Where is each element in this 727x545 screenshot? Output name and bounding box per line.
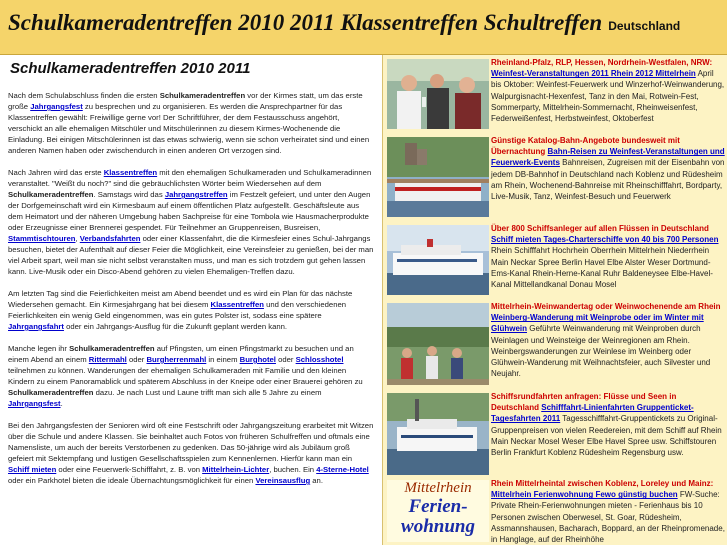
ad-schiff-mieten <box>383 221 727 299</box>
photo-train-castle-image <box>387 137 489 217</box>
ad-description: FW-Suche: Private Rhein-Ferienwohnungen mieten - Ferienhaus bis 10 Personen zwischen Oberwesel, St. Goar, Rüdesheim, Assmannshausen, Bacharach, Boppard, an der Rheinpromenade, in Hanglage, auf der Rheinhöhe <box>491 490 725 545</box>
logo-line-2: Ferien- <box>408 496 468 517</box>
ad-description: Bahnreisen, Zugreisen mit der Eisenbahn von jedem DB-Bahnhof in Deutschland nach Koblenz und Rüdesheim am Rhein, Wochenend-Bahnreise mit Rheinschifffahrt, Bordparty, Live-Musik, Tanz, Weinfest-Besuch und Feuerwerk <box>491 158 725 202</box>
ad-description: Rhein Schifffahrt Hochrhein Oberrhein Mittelrhein Niederrhein Main Neckar Spree Berlin Havel Elbe Alster Weser Dortmund-Ems-Kanal Rhein-Herne-Kanal Ruhr Baldeneysee Elbe-Havel-Kanal Mittellandkanal Donau Mosel <box>491 246 713 290</box>
link-ferienwohnung[interactable]: Mittelrhein Ferienwohnung Fewo günstig buchen <box>491 490 678 500</box>
text-span: vor der Kirmes statt, um das erste große <box>8 91 363 111</box>
text-span: Nach dem Schulabschluss finden die ersten <box>8 91 160 100</box>
link-klassentreffen[interactable]: Klassentreffen <box>103 168 158 177</box>
link-burgherrenmahl[interactable]: Burgherrenmahl <box>146 355 207 364</box>
text-span: . <box>60 399 63 408</box>
ad-weinwanderung <box>383 299 727 389</box>
ad-bahn-text <box>491 135 726 202</box>
logo-line-1: Mittelrhein <box>404 480 472 496</box>
ad-schiff-text <box>491 223 726 290</box>
article-heading: Schulkameradentreffen 2010 2011 <box>10 60 251 77</box>
photo-people-wine-image <box>387 59 489 129</box>
article-paragraph-1 <box>8 90 374 156</box>
text-span: , buchen. Ein <box>269 465 317 474</box>
text-span: teilnehmen zu können. Wanderungen der ehemaligen Schulkameraden mit Familie und den kleinen Kindern zu einem Panoramablick und späterem Abschluss in der Kneipe oder einer Brauerei gehören zu <box>8 366 363 386</box>
bold-term: Schulkameradentreffen <box>8 388 94 397</box>
ad-ferienwohnung-text <box>491 478 726 545</box>
text-span: im Festzelt gefeiert, und unter den Augen der Dorfgemeinschaft wird ein Kirmesbaum auf einem öffentlichen Platz aufgestellt. Geschäftsleute aus dem Heimatort und der näheren Umgebung haben Sachpreise für eine Tombola wie Hausmacherprodukte oder Erzeugnisse einer Brennerei gespendet. Für Teilnehmer an Gruppenreisen, Busreisen, <box>8 190 371 232</box>
link-verbandsfahrten[interactable]: Verbandsfahrten <box>79 234 141 243</box>
link-schiff-mieten-charter[interactable]: Schiff mieten Tages-Charterschiffe von 40 bis 700 Personen <box>491 235 719 245</box>
article-paragraph-4 <box>8 343 374 409</box>
text-span: in einem <box>206 355 240 364</box>
bold-term: Schulkameradentreffen <box>69 344 155 353</box>
site-title-text: Schulkameradentreffen 2010 2011 Klassentreffen Schultreffen <box>8 10 603 35</box>
link-mittelrhein-lichter[interactable]: Mittelrhein-Lichter <box>202 465 270 474</box>
site-title <box>8 10 680 36</box>
text-span: . Samstags wird das <box>93 190 165 199</box>
ferienwohnung-logo[interactable] <box>387 480 489 542</box>
main-article <box>0 55 382 545</box>
link-jahrgangstreffen[interactable]: Jahrgangstreffen <box>164 190 228 199</box>
text-span: oder ein Parkhotel bieten die ideale Übernachtungsmöglichkeit für einen <box>8 476 256 485</box>
ad-highlight: Rhein Mittelrheintal zwischen Koblenz, Loreley und Mainz: <box>491 479 714 488</box>
text-span: an. <box>310 476 323 485</box>
link-bahn-reisen[interactable]: Bahn-Reisen zu Weinfest-Veranstaltungen und Feuerwerk-Events <box>491 147 725 168</box>
text-span: Am letzten Tag sind die Feierlichkeiten meist am Abend beendet und es wird ein Plan für das nächste Wiedersehen gemacht. Ein Kirmesjahrgang hat bei diesem <box>8 289 353 309</box>
link-vereinsausflug[interactable]: Vereinsausflug <box>255 476 311 485</box>
text-span: mit den ehemaligen Schulkameraden und Schulkameradinnen veranstaltet. "Weißt du noch?" sind die gebräuchlichsten Wörter beim Wiedersehen auf dem <box>8 168 372 188</box>
bold-term: Schulkameradentreffen <box>159 91 246 100</box>
text-span: oder eine Feuerwerk-Schifffahrt, z. B. von <box>56 465 203 474</box>
article-paragraph-3 <box>8 288 374 332</box>
ad-weinfest <box>383 55 727 133</box>
text-span: auf Pfingsten, um einen Pfingstmarkt zu besuchen und an einem Abend an einem <box>8 344 354 364</box>
link-stammtischtouren[interactable]: Stammtischtouren <box>8 234 76 243</box>
link-4-sterne-hotel[interactable]: 4-Sterne-Hotel <box>316 465 369 474</box>
ad-weinwanderung-text <box>491 301 726 379</box>
text-span: zu besprechen und zu organisieren. Es werden die Ansprechpartner für das Klassentreffen gewählt: Freiwillige gerne vor! Der Schriftführer, der dem Festausschuss angehört, verschickt an alle ehemaligen Mitschüler und Mitschülerinnen zu diesem Kirmes-Wochenende die Einladung. Bei einigen Mitschülerinnen ist das etwas schwierig, wenn sie schon verheiratet sind und einen anderen Namen haben oder zwischendurch in einen anderen Ort verzogen sind. <box>8 102 370 155</box>
link-burghotel[interactable]: Burghotel <box>239 355 276 364</box>
text-span: oder <box>126 355 147 364</box>
link-schlosshotel[interactable]: Schlosshotel <box>295 355 344 364</box>
ad-highlight: Schiffsrundfahrten anfragen: Flüsse und Seen in Deutschland <box>491 392 677 413</box>
ad-description: Geführte Weinwanderung mit Weinproben durch Weinlagen und Weinsteige der Weinregionen am Rhein. Weinbergswanderungen zur Weinlese im Weinberg oder Glühwein-Wanderung mit Weihnachtsfeier, auch Silvester und Neujahr. <box>491 324 711 379</box>
photo-people-wine[interactable] <box>387 59 489 129</box>
photo-river-cruise[interactable] <box>387 393 489 475</box>
text-span: und den verschiedenen Feierlichkeiten ein wenig Geld eingenommen, was ein gutes Polster ist, sodass eine spätere <box>8 300 347 320</box>
ad-highlight: Rheinland-Pfalz, RLP, Hessen, Nordrhein-Westfalen, NRW: <box>491 58 713 67</box>
photo-river-cruise-image <box>387 393 489 475</box>
link-klassentreffen-2[interactable]: Klassentreffen <box>210 300 264 309</box>
ad-schiffsrundfahrten <box>383 389 727 479</box>
link-weinfest-veranstaltungen[interactable]: Weinfest-Veranstaltungen 2011 Rhein 2012 Mittelrhein <box>491 69 696 79</box>
link-weinberg-wanderung[interactable]: Weinberg-Wanderung mit Weinprobe oder im Winter mit Glühwein <box>491 313 704 334</box>
photo-vineyard-hikers-image <box>387 303 489 385</box>
text-span: oder einer Klassenfahrt, die die Kirmesfeier eines Schul-Jahrgangs besuchen, bietet der Aufenthalt auf dieser Feier die Möglichkeit, eine Vereinsfeier zu genießen, bei der man viel Arbeit spart, weil man sie nicht selbst veranstalten muss, und man es sich trotzdem gut gehen lassen kann. Live-Musik oder ein Disco-Abend gehören zu vielen Ehemaligen-Treffen dazu. <box>8 234 374 276</box>
text-span: oder <box>275 355 296 364</box>
ad-rundfahrten-text <box>491 391 726 458</box>
link-jahrgangsfahrt[interactable]: Jahrgangsfahrt <box>8 322 64 331</box>
photo-train-castle[interactable] <box>387 137 489 217</box>
ad-ferienwohnung <box>383 476 727 545</box>
link-jahrgangsfest-2[interactable]: Jahrgangsfest <box>8 399 61 408</box>
text-span: Bei den Jahrgangsfesten der Senioren wird oft eine Festschrift oder Jahrgangszeitung erarbeitet mit Witzen über die Schule und andere Klassen. Sie beinhaltet auch Fotos von früheren Schulfreffen und oftmals eine Namensliste, um auch der bereits Verstorbenen zu gedenken. Das 50-jährige wird als Jubiläum groß gefeiert mit Sektempfang und lustigen Gesellschaftsspielen zum Kennenlernen. Hierfür kann man ein <box>8 421 374 463</box>
link-linienfahrten[interactable]: Schifffahrt-Linienfahrten Gruppenticket-Tagesfahrten 2011 <box>491 403 694 424</box>
text-span: , <box>75 234 80 243</box>
logo-line-3: wohnung <box>401 516 475 537</box>
article-paragraph-2 <box>8 167 374 277</box>
article-paragraph-5 <box>8 420 374 486</box>
link-rittermahl[interactable]: Rittermahl <box>88 355 127 364</box>
photo-charter-ship-image <box>387 225 489 295</box>
text-span: Manche legen ihr <box>8 344 70 353</box>
ad-description: Tagesschifffahrt-Gruppentickets zu Original-Gruppenpreisen von vielen Reedereien, mit dem Schiff auf Rhein Main Neckar Mosel Weser Elbe Havel Spree usw. Schiffstouren Berlin Frankfurt Koblenz Rüdesheim Regensburg usw. <box>491 414 722 458</box>
ad-highlight: Günstige Katalog-Bahn-Angebote bundesweit mit Übernachtung <box>491 136 680 157</box>
site-header <box>0 0 727 55</box>
text-span: Nach Jahren wird das erste <box>8 168 104 177</box>
sidebar-ads <box>382 55 727 545</box>
site-subtitle: Deutschland <box>608 19 681 33</box>
link-jahrgangsfest[interactable]: Jahrgangsfest <box>30 102 83 111</box>
text-span: dazu. Je nach Lust und Laune trifft man sich alle 5 Jahre zu einem <box>93 388 322 397</box>
photo-charter-ship[interactable] <box>387 225 489 295</box>
ad-highlight: Über 800 Schiffsanleger auf allen Flüssen in Deutschland <box>491 224 709 233</box>
ad-bahn <box>383 133 727 221</box>
link-schiff-mieten[interactable]: Schiff mieten <box>8 465 57 474</box>
bold-term: Schulkameradentreffen <box>8 190 94 199</box>
ad-highlight: Mittelrhein-Weinwandertag oder Weinwochenende am Rhein <box>491 302 721 311</box>
text-span: oder ein Jahrgangs-Ausflug für die Zukunft geplant werden kann. <box>63 322 288 331</box>
ad-description: April bis Oktober: Weinfest-Feuerwerk und Winzerhof-Weinwanderung, Walpurgisnacht-Hexenfest, Tanz in den Mai, Rotwein-Fest, Sommerparty, Mittelrhein-Sommernacht, Rheinweisenfest, Federweißenfest, Herbstweinfest, Oktoberfest <box>491 69 725 124</box>
ad-weinfest-text <box>491 57 726 124</box>
photo-vineyard-hikers[interactable] <box>387 303 489 385</box>
